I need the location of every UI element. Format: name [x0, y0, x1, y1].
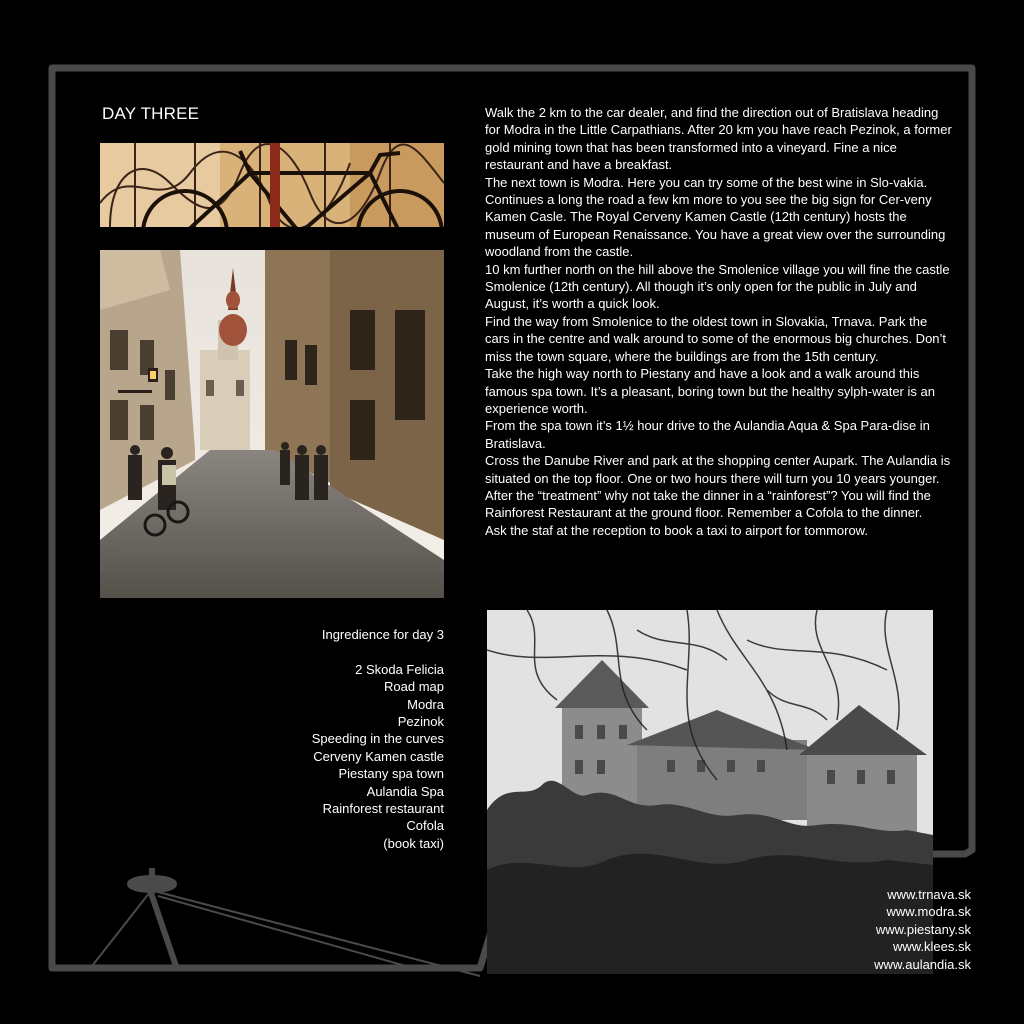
website-links	[874, 886, 971, 973]
list-item: Aulandia Spa	[366, 783, 444, 799]
paragraph: Ask the staf at the reception to book a taxi to airport for tommorow.	[485, 522, 868, 538]
paragraph: From the spa town it’s 1½ hour drive to the Aulandia Aqua & Spa Para-dise in Bratislava.	[485, 418, 930, 451]
list-item: Cerveny Kamen castle	[313, 748, 444, 764]
ingredients-list	[250, 626, 444, 852]
list-item: Road map	[384, 679, 444, 695]
list-item: (book taxi)	[383, 835, 444, 851]
bridge-icon	[92, 868, 480, 976]
list-item: Cofola	[406, 818, 444, 834]
castle-photo	[487, 610, 933, 974]
paragraph: 10 km further north on the hill above the Smolenice village you will fine the castle Smolenice (12th century). All though it’s only open for the public in July and August, it’s worth a quick look.	[485, 261, 950, 312]
link-piestany[interactable]: www.piestany.sk	[875, 921, 971, 937]
itinerary-text	[485, 104, 955, 539]
street-photo	[100, 250, 444, 598]
paragraph: After the “treatment” why not take the dinner in a “rainforest”? You will find the Rainforest Restaurant at the ground floor. Remember a Cofola to the dinner.	[485, 487, 931, 521]
list-item: 2 Skoda Felicia	[355, 661, 444, 677]
paragraph: Find the way from Smolenice to the oldest town in Slovakia, Trnava. Park the cars in the centre and walk around to some of the enormous big churches. Don’t miss the town square, where the buildings are from the 15th century.	[485, 313, 947, 364]
list-item: Pezinok	[397, 714, 444, 730]
list-item: Modra	[407, 696, 444, 712]
paragraph: Take the high way north to Piestany and have a look and a walk around this famous spa town. It’s a pleasant, boring town but the healthy sylph-water is an experience worth.	[485, 366, 935, 416]
link-trnava[interactable]: www.trnava.sk	[887, 887, 971, 902]
bicycle-photo	[100, 143, 444, 227]
list-item: Speeding in the curves	[311, 731, 444, 747]
link-klees[interactable]: www.klees.sk	[892, 939, 971, 955]
paragraph: The next town is Modra. Here you can try some of the best wine in Slo-vakia.	[485, 174, 928, 190]
list-item: Rainforest restaurant	[322, 801, 444, 817]
ingredients-title: Ingredience for day 3	[321, 627, 444, 642]
paragraph: Walk the 2 km to the car dealer, and find the direction out of Bratislava heading for Modra in the Little Carpathians. After 20 km you have reach Pezinok, a former gold mining town that has been transformed into a vineyard. Fine a nice restaurant and have a breakfast.	[485, 105, 952, 173]
paragraph: Continues a long the road a few km more to you see the big sign for Cer-veny Kamen Casle. The Royal Cerveny Kamen Castle (12th century) hosts the museum of European Renaissance. You have a great view over the surrounding woodland from the castle.	[485, 192, 946, 260]
link-aulandia[interactable]: www.aulandia.sk	[874, 956, 971, 972]
link-modra[interactable]: www.modra.sk	[886, 904, 971, 920]
paragraph: Cross the Danube River and park at the shopping center Aupark. The Aulandia is situated on the top floor. One or two hours there will turn you 10 years younger.	[485, 453, 951, 486]
page-title: DAY THREE	[102, 104, 200, 123]
list-item: Piestany spa town	[338, 766, 444, 782]
